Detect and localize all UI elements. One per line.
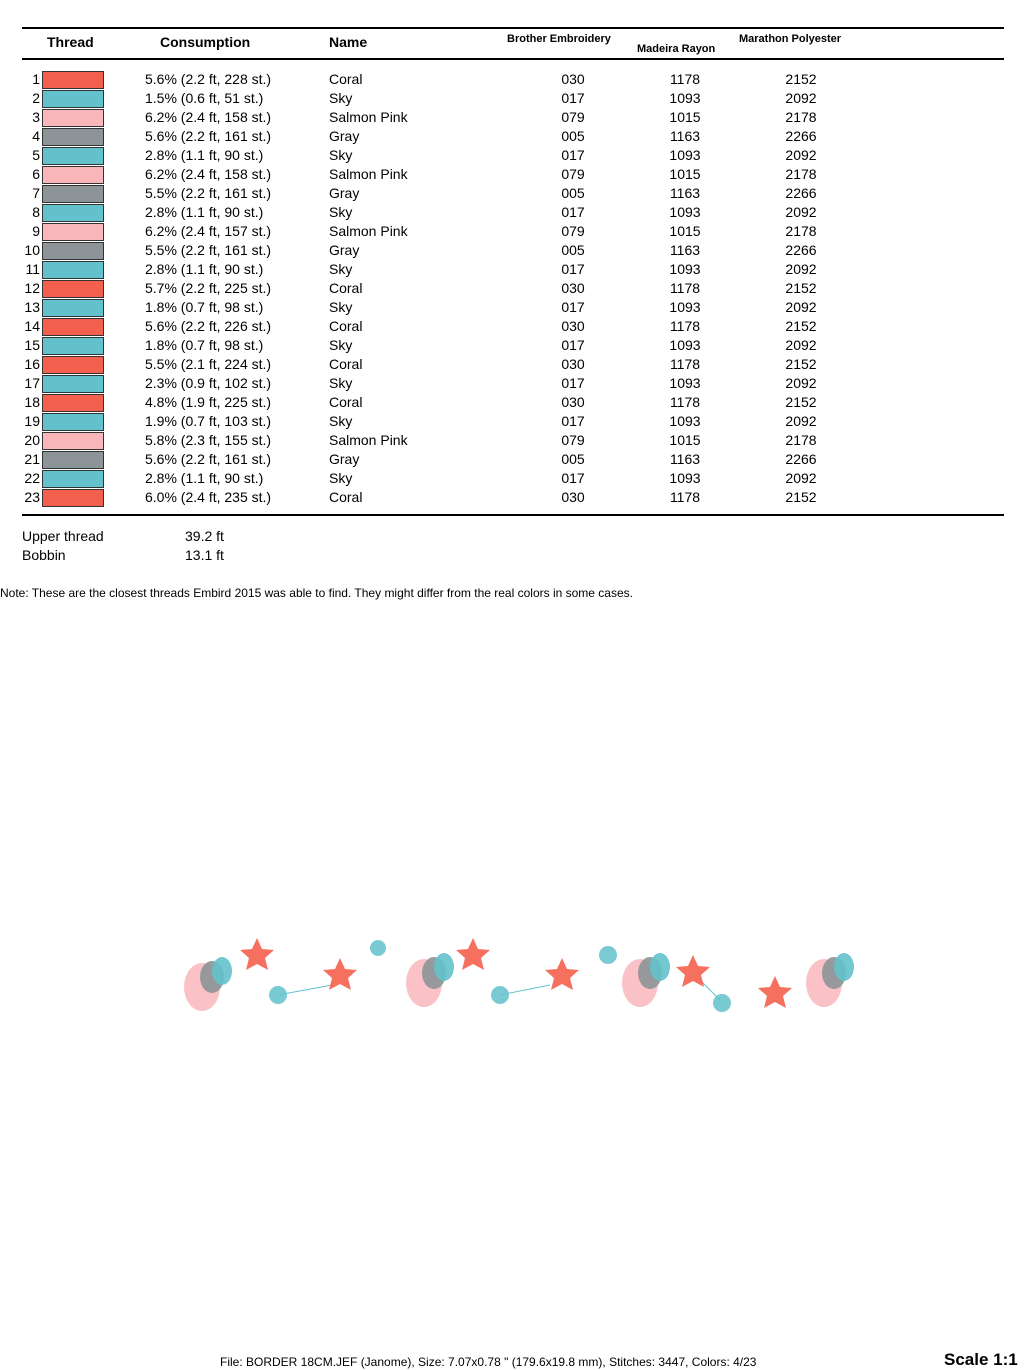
row-consumption: 2.8% (1.1 ft, 90 st.) [145, 470, 264, 486]
table-row [0, 336, 1024, 355]
row-brother: 079 [561, 223, 585, 239]
row-number: 15 [24, 337, 40, 353]
row-madeira: 1093 [669, 90, 701, 106]
row-number: 14 [24, 318, 40, 334]
row-marathon: 2266 [785, 242, 817, 258]
row-madeira: 1178 [669, 489, 701, 505]
row-consumption: 4.8% (1.9 ft, 225 st.) [145, 394, 272, 410]
row-number: 7 [32, 185, 40, 201]
row-madeira: 1093 [669, 261, 701, 277]
row-name: Sky [329, 337, 353, 353]
row-madeira: 1093 [669, 413, 701, 429]
row-brother: 017 [561, 375, 585, 391]
color-swatch [42, 90, 104, 108]
row-number: 12 [24, 280, 40, 296]
row-marathon: 2092 [785, 375, 817, 391]
color-swatch [42, 280, 104, 298]
row-madeira: 1163 [669, 128, 701, 144]
row-name: Sky [329, 90, 353, 106]
row-consumption: 5.8% (2.3 ft, 155 st.) [145, 432, 272, 448]
row-brother: 017 [561, 90, 585, 106]
table-header-rule [22, 58, 1004, 60]
bobbin-label: Bobbin [22, 547, 66, 563]
row-consumption: 5.7% (2.2 ft, 225 st.) [145, 280, 272, 296]
upper-thread-value: 39.2 ft [185, 528, 224, 544]
row-consumption: 5.5% (2.2 ft, 161 st.) [145, 242, 272, 258]
row-name: Gray [329, 242, 360, 258]
table-row [0, 355, 1024, 374]
row-brother: 079 [561, 166, 585, 182]
row-marathon: 2152 [785, 489, 817, 505]
row-name: Salmon Pink [329, 166, 408, 182]
color-swatch [42, 489, 104, 507]
color-swatch [42, 337, 104, 355]
row-marathon: 2092 [785, 413, 817, 429]
row-brother: 017 [561, 413, 585, 429]
row-number: 9 [32, 223, 40, 239]
row-number: 11 [25, 261, 40, 277]
row-brother: 030 [561, 71, 585, 87]
color-swatch [42, 147, 104, 165]
row-name: Coral [329, 318, 363, 334]
ball-motif [491, 986, 509, 1004]
row-number: 10 [24, 242, 40, 258]
table-row [0, 241, 1024, 260]
row-brother: 079 [561, 109, 585, 125]
table-row [0, 412, 1024, 431]
row-madeira: 1015 [669, 432, 701, 448]
note-text: Note: These are the closest threads Embird 2015 was able to find. They might differ from the real colors in some cases. [0, 586, 633, 600]
table-row [0, 488, 1024, 507]
table-row [0, 165, 1024, 184]
row-name: Sky [329, 470, 353, 486]
color-swatch [42, 356, 104, 374]
row-number: 16 [24, 356, 40, 372]
color-swatch [42, 432, 104, 450]
header-marathon: Marathon Polyester [739, 33, 842, 45]
row-consumption: 5.5% (2.1 ft, 224 st.) [145, 356, 272, 372]
row-madeira: 1093 [669, 375, 701, 391]
row-number: 18 [24, 394, 40, 410]
row-name: Coral [329, 356, 363, 372]
row-name: Sky [329, 261, 353, 277]
hat-motif [184, 957, 232, 1011]
row-number: 21 [24, 451, 40, 467]
color-swatch [42, 128, 104, 146]
row-consumption: 5.6% (2.2 ft, 161 st.) [145, 451, 272, 467]
row-madeira: 1015 [669, 166, 701, 182]
row-consumption: 1.8% (0.7 ft, 98 st.) [145, 337, 264, 353]
header-madeira: Madeira Rayon [637, 43, 716, 55]
header-thread: Thread [47, 34, 94, 50]
color-swatch [42, 242, 104, 260]
row-madeira: 1093 [669, 299, 701, 315]
row-marathon: 2266 [785, 451, 817, 467]
row-madeira: 1015 [669, 223, 701, 239]
row-name: Sky [329, 413, 353, 429]
row-madeira: 1163 [669, 242, 701, 258]
row-number: 13 [24, 299, 40, 315]
table-row [0, 469, 1024, 488]
row-madeira: 1178 [669, 318, 701, 334]
row-marathon: 2092 [785, 261, 817, 277]
row-brother: 079 [561, 432, 585, 448]
row-number: 23 [24, 489, 40, 505]
ball-motif [713, 994, 731, 1012]
table-row [0, 89, 1024, 108]
ball-motif [599, 946, 617, 964]
row-consumption: 2.3% (0.9 ft, 102 st.) [145, 375, 272, 391]
table-row [0, 222, 1024, 241]
row-marathon: 2152 [785, 71, 817, 87]
row-marathon: 2152 [785, 318, 817, 334]
star-motif [758, 976, 792, 1008]
row-number: 6 [32, 166, 40, 182]
row-consumption: 5.5% (2.2 ft, 161 st.) [145, 185, 272, 201]
row-number: 8 [32, 204, 40, 220]
row-brother: 030 [561, 318, 585, 334]
row-brother: 030 [561, 489, 585, 505]
row-name: Salmon Pink [329, 223, 408, 239]
table-row [0, 317, 1024, 336]
table-row [0, 146, 1024, 165]
row-brother: 017 [561, 299, 585, 315]
table-top-rule [22, 27, 1004, 29]
table-row [0, 298, 1024, 317]
row-marathon: 2092 [785, 90, 817, 106]
row-name: Salmon Pink [329, 109, 408, 125]
color-swatch [42, 166, 104, 184]
row-madeira: 1015 [669, 109, 701, 125]
color-swatch [42, 413, 104, 431]
row-consumption: 5.6% (2.2 ft, 228 st.) [145, 71, 272, 87]
row-marathon: 2266 [785, 185, 817, 201]
row-brother: 005 [561, 451, 585, 467]
row-brother: 017 [561, 337, 585, 353]
row-consumption: 1.9% (0.7 ft, 103 st.) [145, 413, 272, 429]
color-swatch [42, 185, 104, 203]
row-madeira: 1178 [669, 71, 701, 87]
row-consumption: 5.6% (2.2 ft, 161 st.) [145, 128, 272, 144]
ball-motif [269, 986, 287, 1004]
row-brother: 030 [561, 394, 585, 410]
upper-thread-label: Upper thread [22, 528, 104, 544]
color-swatch [42, 71, 104, 89]
row-madeira: 1093 [669, 337, 701, 353]
row-name: Sky [329, 147, 353, 163]
header-name: Name [329, 34, 368, 50]
table-row [0, 127, 1024, 146]
row-name: Coral [329, 394, 363, 410]
color-swatch [42, 394, 104, 412]
table-row [0, 393, 1024, 412]
color-swatch [42, 261, 104, 279]
row-marathon: 2152 [785, 280, 817, 296]
row-madeira: 1178 [669, 356, 701, 372]
row-consumption: 2.8% (1.1 ft, 90 st.) [145, 147, 264, 163]
row-consumption: 1.5% (0.6 ft, 51 st.) [145, 90, 264, 106]
hat-motif [622, 953, 670, 1007]
row-marathon: 2266 [785, 128, 817, 144]
row-number: 19 [24, 413, 40, 429]
row-consumption: 6.2% (2.4 ft, 158 st.) [145, 166, 272, 182]
row-brother: 017 [561, 470, 585, 486]
table-row [0, 431, 1024, 450]
table-row [0, 184, 1024, 203]
row-marathon: 2178 [785, 432, 817, 448]
table-row [0, 203, 1024, 222]
header-consumption: Consumption [160, 34, 251, 50]
star-motif [676, 955, 710, 987]
row-brother: 030 [561, 280, 585, 296]
table-row [0, 70, 1024, 89]
hat-motif [406, 953, 454, 1007]
embroidery-preview [160, 925, 870, 1025]
table-row [0, 450, 1024, 469]
row-number: 5 [32, 147, 40, 163]
row-brother: 005 [561, 242, 585, 258]
row-marathon: 2092 [785, 204, 817, 220]
row-name: Coral [329, 489, 363, 505]
row-name: Gray [329, 185, 360, 201]
table-row [0, 279, 1024, 298]
row-name: Gray [329, 451, 360, 467]
header-brother: Brother Embroidery [507, 33, 611, 45]
row-name: Gray [329, 128, 360, 144]
row-number: 3 [32, 109, 40, 125]
row-consumption: 1.8% (0.7 ft, 98 st.) [145, 299, 264, 315]
color-swatch [42, 318, 104, 336]
row-madeira: 1163 [669, 451, 701, 467]
row-consumption: 6.0% (2.4 ft, 235 st.) [145, 489, 272, 505]
row-number: 2 [32, 90, 40, 106]
row-marathon: 2152 [785, 394, 817, 410]
row-madeira: 1093 [669, 470, 701, 486]
row-number: 20 [24, 432, 40, 448]
row-brother: 005 [561, 128, 585, 144]
color-swatch [42, 204, 104, 222]
row-name: Coral [329, 280, 363, 296]
table-row [0, 374, 1024, 393]
file-info: File: BORDER 18CM.JEF (Janome), Size: 7.07x0.78 " (179.6x19.8 mm), Stitches: 3447, Colors: 4/23 [220, 1355, 757, 1369]
row-marathon: 2178 [785, 223, 817, 239]
color-swatch [42, 223, 104, 241]
table-row [0, 260, 1024, 279]
row-marathon: 2178 [785, 109, 817, 125]
color-swatch [42, 470, 104, 488]
row-marathon: 2092 [785, 470, 817, 486]
row-brother: 005 [561, 185, 585, 201]
row-consumption: 5.6% (2.2 ft, 226 st.) [145, 318, 272, 334]
bobbin-value: 13.1 ft [185, 547, 224, 563]
star-motif [323, 958, 357, 990]
row-name: Salmon Pink [329, 432, 408, 448]
star-motif [545, 958, 579, 990]
row-number: 22 [24, 470, 40, 486]
row-madeira: 1093 [669, 147, 701, 163]
row-brother: 017 [561, 204, 585, 220]
row-madeira: 1178 [669, 280, 701, 296]
table-row [0, 108, 1024, 127]
row-marathon: 2092 [785, 147, 817, 163]
scale-label: Scale 1:1 [944, 1350, 1018, 1369]
row-consumption: 6.2% (2.4 ft, 157 st.) [145, 223, 272, 239]
row-marathon: 2092 [785, 337, 817, 353]
star-motif [456, 938, 490, 970]
color-swatch [42, 375, 104, 393]
row-madeira: 1178 [669, 394, 701, 410]
star-motif [240, 938, 274, 970]
row-marathon: 2152 [785, 356, 817, 372]
row-name: Coral [329, 71, 363, 87]
row-marathon: 2092 [785, 299, 817, 315]
row-number: 17 [24, 375, 40, 391]
row-madeira: 1093 [669, 204, 701, 220]
row-name: Sky [329, 299, 353, 315]
row-brother: 030 [561, 356, 585, 372]
row-brother: 017 [561, 147, 585, 163]
hat-motif [806, 953, 854, 1007]
row-brother: 017 [561, 261, 585, 277]
row-marathon: 2178 [785, 166, 817, 182]
row-consumption: 2.8% (1.1 ft, 90 st.) [145, 204, 264, 220]
row-name: Sky [329, 204, 353, 220]
row-number: 1 [32, 71, 40, 87]
row-number: 4 [32, 128, 40, 144]
color-swatch [42, 451, 104, 469]
ball-motif [370, 940, 386, 956]
row-madeira: 1163 [669, 185, 701, 201]
color-swatch [42, 109, 104, 127]
color-swatch [42, 299, 104, 317]
row-name: Sky [329, 375, 353, 391]
table-bottom-rule [22, 514, 1004, 516]
row-consumption: 6.2% (2.4 ft, 158 st.) [145, 109, 272, 125]
row-consumption: 2.8% (1.1 ft, 90 st.) [145, 261, 264, 277]
